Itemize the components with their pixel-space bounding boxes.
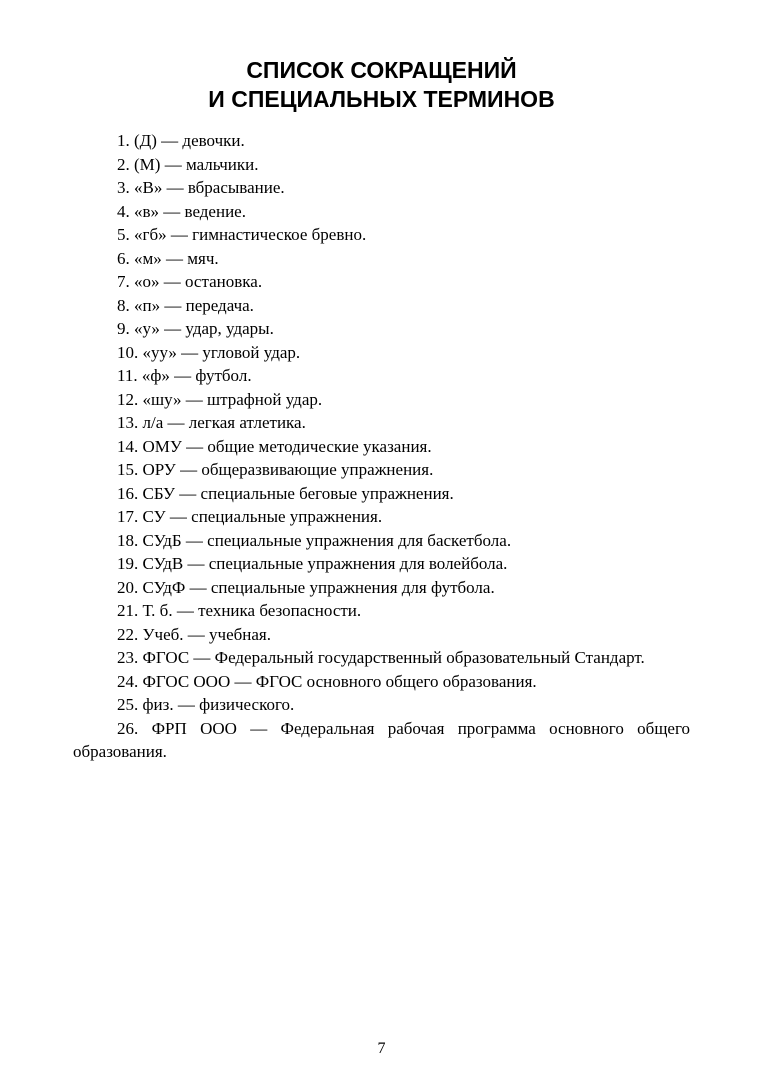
item-text: ОМУ — общие методические указания. bbox=[142, 436, 432, 456]
item-text: СУдВ — специальные упражнения для волейбола. bbox=[142, 554, 508, 573]
item-number: 17. bbox=[117, 507, 139, 526]
item-number: 12. bbox=[117, 389, 139, 409]
item-text: «ф» — футбол. bbox=[141, 366, 252, 385]
item-number: 15. bbox=[117, 460, 139, 479]
item-text: СБУ — специальные беговые упражнения. bbox=[142, 483, 454, 503]
item-number: 10. bbox=[117, 342, 139, 362]
item-text: ОРУ — общеразвивающие упражнения. bbox=[142, 460, 434, 479]
list-item bbox=[73, 176, 690, 200]
item-number: 19. bbox=[117, 554, 139, 573]
item-text: «гб» — гимнастическое бревно. bbox=[134, 225, 367, 244]
abbreviations-list bbox=[73, 129, 690, 764]
item-number: 25. bbox=[117, 695, 139, 714]
list-item bbox=[73, 223, 690, 247]
item-text: СУ — специальные упражнения. bbox=[142, 507, 383, 526]
item-text: «м» — мяч. bbox=[134, 248, 219, 268]
list-item bbox=[73, 623, 690, 647]
item-text: ФРП ООО — Федеральная рабочая программа основного общего образования. bbox=[73, 718, 690, 761]
list-item bbox=[73, 505, 690, 529]
list-item bbox=[73, 270, 690, 294]
item-text: ФГОС — Федеральный государственный образовательный Стандарт. bbox=[142, 648, 645, 667]
item-number: 13. bbox=[117, 413, 139, 432]
page-title bbox=[0, 56, 763, 114]
list-item bbox=[73, 364, 690, 388]
list-item bbox=[73, 529, 690, 553]
item-text: физ. — физического. bbox=[142, 695, 295, 714]
list-item bbox=[73, 599, 690, 623]
item-text: «п» — передача. bbox=[134, 295, 254, 315]
list-item bbox=[73, 552, 690, 576]
item-text: «о» — остановка. bbox=[134, 272, 263, 291]
list-item bbox=[73, 411, 690, 435]
list-item bbox=[73, 646, 690, 670]
item-number: 6. bbox=[117, 248, 130, 268]
list-item bbox=[73, 482, 690, 506]
item-text: СУдФ — специальные упражнения для футбола. bbox=[142, 577, 495, 597]
item-number: 1. bbox=[117, 131, 130, 150]
list-item bbox=[73, 458, 690, 482]
list-item bbox=[73, 670, 690, 694]
item-text: «в» — ведение. bbox=[134, 201, 246, 221]
list-item bbox=[73, 693, 690, 717]
item-text: (М) — мальчики. bbox=[134, 154, 259, 174]
item-text: Учеб. — учебная. bbox=[142, 624, 271, 644]
item-number: 4. bbox=[117, 201, 130, 221]
item-number: 21. bbox=[117, 601, 139, 620]
item-text: (Д) — девочки. bbox=[134, 131, 245, 150]
item-number: 18. bbox=[117, 530, 139, 550]
item-number: 5. bbox=[117, 225, 130, 244]
list-item bbox=[73, 294, 690, 318]
item-number: 2. bbox=[117, 154, 130, 174]
item-text: ФГОС ООО — ФГОС основного общего образования. bbox=[142, 671, 537, 691]
list-item bbox=[73, 388, 690, 412]
item-number: 23. bbox=[117, 648, 139, 667]
list-item bbox=[73, 435, 690, 459]
list-item bbox=[73, 153, 690, 177]
list-item bbox=[73, 576, 690, 600]
item-text: «В» — вбрасывание. bbox=[134, 178, 285, 197]
item-number: 7. bbox=[117, 272, 130, 291]
list-item bbox=[73, 717, 690, 764]
item-number: 22. bbox=[117, 624, 139, 644]
item-number: 26. bbox=[117, 718, 139, 738]
item-text: «шу» — штрафной удар. bbox=[142, 389, 323, 409]
item-number: 14. bbox=[117, 436, 139, 456]
list-item bbox=[73, 247, 690, 271]
item-number: 24. bbox=[117, 671, 139, 691]
page-number: 7 bbox=[377, 1040, 386, 1057]
list-item bbox=[73, 341, 690, 365]
item-number: 3. bbox=[117, 178, 130, 197]
item-text: Т. б. — техника безопасности. bbox=[142, 601, 362, 620]
list-item bbox=[73, 129, 690, 153]
item-number: 8. bbox=[117, 295, 130, 315]
list-item bbox=[73, 317, 690, 341]
item-number: 11. bbox=[117, 366, 138, 385]
list-item bbox=[73, 200, 690, 224]
item-number: 20. bbox=[117, 577, 139, 597]
item-number: 16. bbox=[117, 483, 139, 503]
item-text: СУдБ — специальные упражнения для баскетбола. bbox=[142, 530, 512, 550]
item-text: «у» — удар, удары. bbox=[134, 319, 274, 338]
item-text: л/а — легкая атлетика. bbox=[142, 413, 306, 432]
page-title-line-1: СПИСОК СОКРАЩЕНИЙ bbox=[246, 57, 517, 83]
page-title-line-2: И СПЕЦИАЛЬНЫХ ТЕРМИНОВ bbox=[208, 86, 555, 112]
item-text: «уу» — угловой удар. bbox=[142, 342, 301, 362]
item-number: 9. bbox=[117, 319, 130, 338]
